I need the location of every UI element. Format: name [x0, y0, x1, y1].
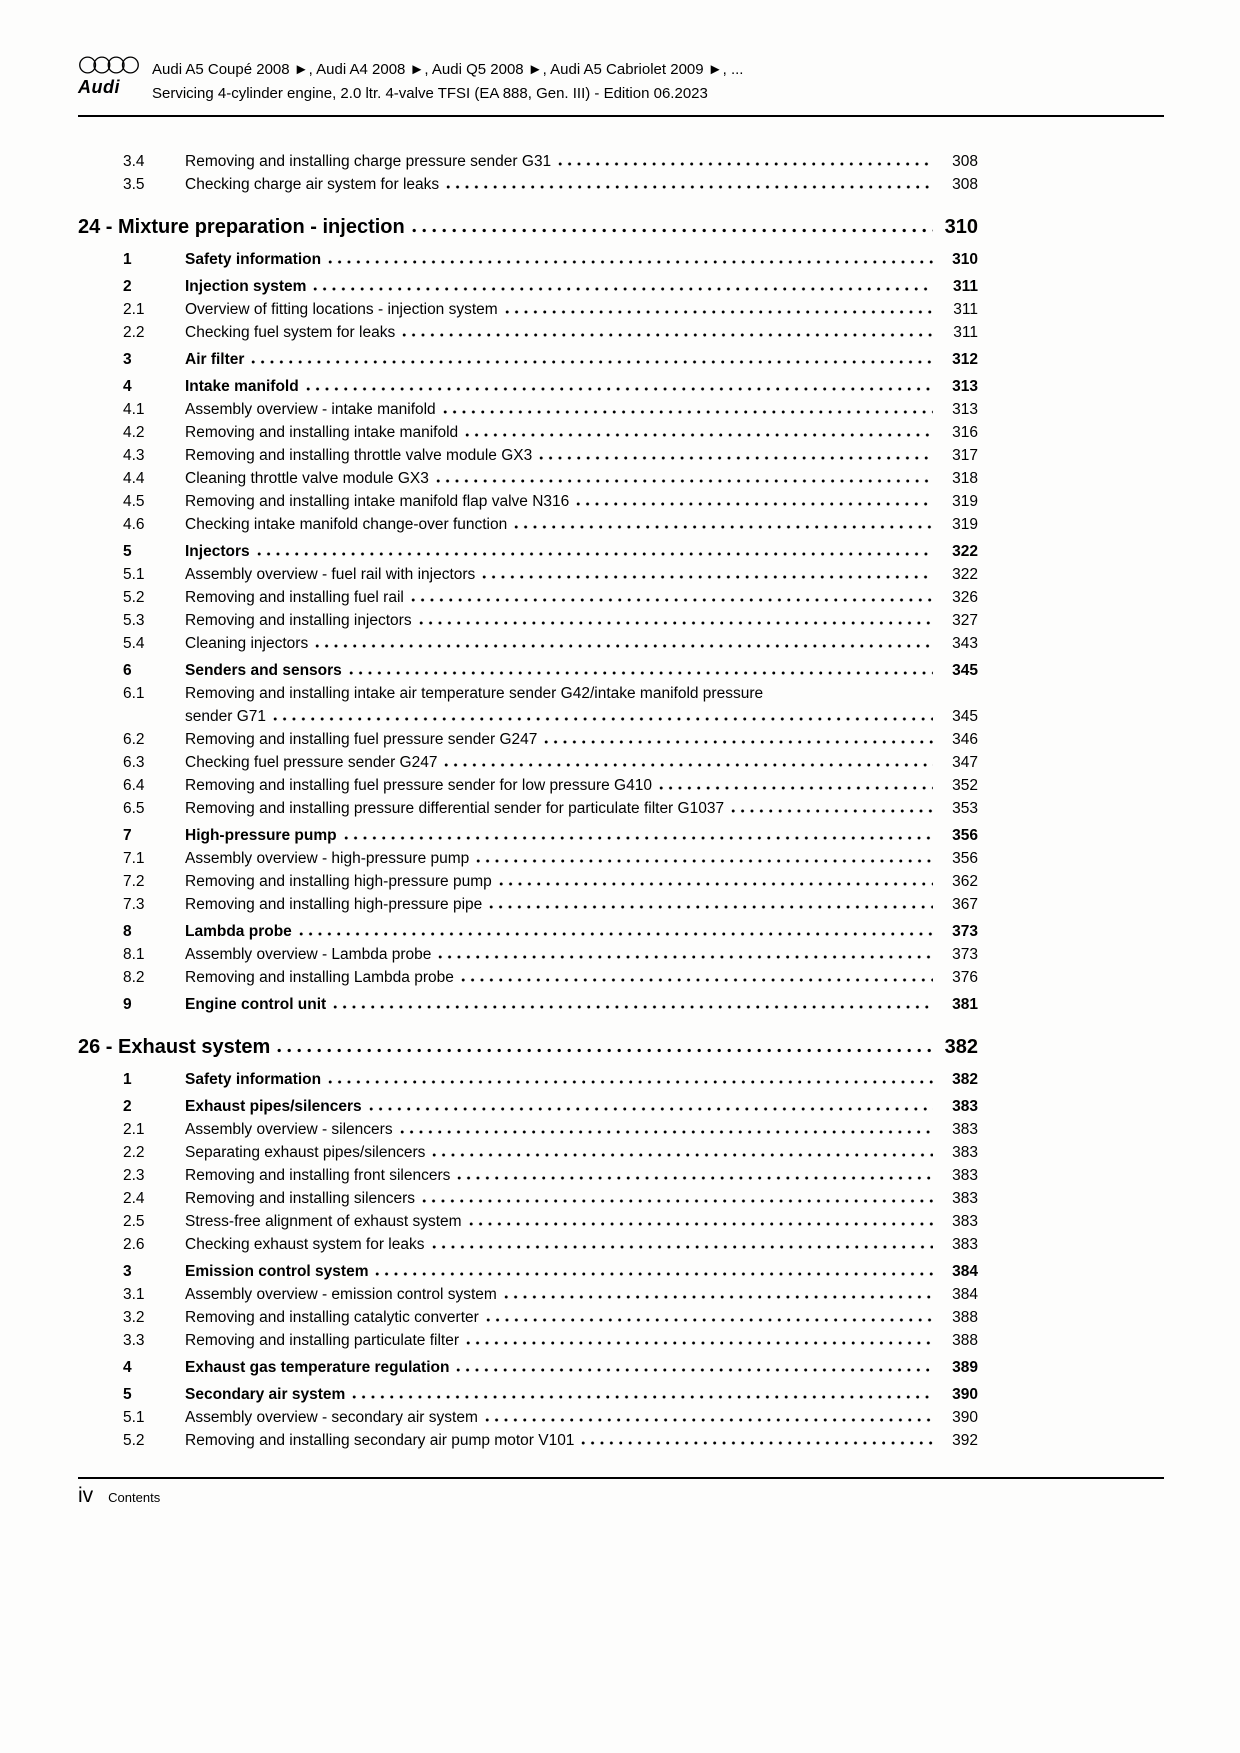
toc-entry	[78, 847, 978, 870]
toc-entry-page: 383	[952, 1190, 978, 1207]
dot-leader	[257, 552, 933, 556]
toc-entry-page: 343	[952, 635, 978, 652]
toc-entry-title: Injectors	[185, 543, 250, 560]
dot-leader	[277, 1048, 933, 1053]
toc-entry	[78, 1164, 978, 1187]
dot-leader	[412, 228, 933, 233]
toc-entry-page: 346	[952, 731, 978, 748]
toc-entry	[78, 298, 978, 321]
toc-entry	[78, 1383, 978, 1406]
toc-entry	[78, 824, 978, 847]
toc-entry-title: Checking exhaust system for leaks	[185, 1236, 425, 1253]
page-header	[78, 56, 1164, 106]
toc-entry-page: 390	[952, 1409, 978, 1426]
toc-entry	[78, 173, 978, 196]
toc-entry	[78, 421, 978, 444]
toc-entry-number: 7.1	[123, 850, 145, 867]
dot-leader	[457, 1176, 933, 1180]
page-content	[78, 56, 1164, 1452]
toc-entry-number: 2.1	[123, 1121, 145, 1138]
toc-entry-page: 311	[953, 324, 978, 341]
dot-leader	[482, 575, 933, 579]
toc-entry-page: 308	[952, 153, 978, 170]
toc-entry	[78, 1306, 978, 1329]
toc-entry	[78, 682, 978, 705]
toc-entry-page: 313	[952, 401, 978, 418]
toc-entry-number: 5	[123, 543, 132, 560]
toc-entry-page: 327	[952, 612, 978, 629]
toc-entry	[78, 1429, 978, 1452]
toc-entry-page: 319	[952, 516, 978, 533]
toc-entry-title: High-pressure pump	[185, 827, 337, 844]
toc-entry-number: 4.2	[123, 424, 145, 441]
header-models-line: Audi A5 Coupé 2008 ►, Audi A4 2008 ►, Audi Q5 2008 ►, Audi A5 Cabriolet 2009 ►, ...	[152, 61, 744, 78]
toc-entry	[78, 728, 978, 751]
toc-entry	[78, 609, 978, 632]
dot-leader	[486, 1318, 933, 1322]
dot-leader	[476, 859, 933, 863]
header-divider	[78, 115, 1164, 117]
toc-entry	[78, 586, 978, 609]
toc-entry-page: 388	[952, 1309, 978, 1326]
toc-entry-number: 4.1	[123, 401, 145, 418]
toc-entry-page: 353	[952, 800, 978, 817]
toc-entry-title: Assembly overview - high-pressure pump	[185, 850, 470, 867]
toc-entry-number: 2.1	[123, 301, 145, 318]
toc-entry-page: 308	[952, 176, 978, 193]
dot-leader	[576, 502, 933, 506]
toc-entry-title: Removing and installing silencers	[185, 1190, 416, 1207]
toc-entry-page: 356	[952, 827, 978, 844]
toc-entry-page: 381	[952, 996, 978, 1013]
toc-entry-page: 383	[952, 1167, 978, 1184]
toc-entry-title: 24 - Mixture preparation - injection	[78, 216, 405, 238]
dot-leader	[444, 763, 933, 767]
toc-entry	[78, 993, 978, 1016]
toc-entry-number: 3.2	[123, 1309, 145, 1326]
toc-entry-page: 322	[952, 566, 978, 583]
toc-entry-page: 345	[952, 708, 978, 725]
toc-entry-title: Secondary air system	[185, 1386, 346, 1403]
dot-leader	[432, 1153, 933, 1157]
toc-entry	[78, 321, 978, 344]
toc-entry-page: 322	[952, 543, 978, 560]
toc-entry-number: 9	[123, 996, 132, 1013]
toc-entry-page: 383	[952, 1144, 978, 1161]
dot-leader	[443, 410, 933, 414]
toc-entry	[78, 870, 978, 893]
toc-entry-title: Checking fuel system for leaks	[185, 324, 396, 341]
toc-entry-number: 4	[123, 1359, 132, 1376]
toc-entry	[78, 467, 978, 490]
toc-entry	[78, 444, 978, 467]
header-text	[152, 56, 743, 106]
toc-entry-page: 388	[952, 1332, 978, 1349]
dot-leader	[432, 1245, 934, 1249]
dot-leader	[659, 786, 933, 790]
dot-leader	[313, 287, 933, 291]
dot-leader	[436, 479, 933, 483]
toc-entry-page: 390	[952, 1386, 978, 1403]
dot-leader	[369, 1107, 933, 1111]
toc-entry-page: 345	[952, 662, 978, 679]
toc-entry-number: 5	[123, 1386, 132, 1403]
toc-entry-title: Stress-free alignment of exhaust system	[185, 1213, 462, 1230]
toc-entry-page: 383	[952, 1213, 978, 1230]
toc-entry-title: Removing and installing high-pressure pump	[185, 873, 492, 890]
toc-entry	[78, 490, 978, 513]
toc-entry-number: 6	[123, 662, 132, 679]
toc-entry-title: Checking charge air system for leaks	[185, 176, 440, 193]
dot-leader	[333, 1005, 933, 1009]
dot-leader	[539, 456, 933, 460]
toc-entry-page: 319	[952, 493, 978, 510]
toc-entry-title: Safety information	[185, 251, 322, 268]
toc-entry-number: 5.2	[123, 1432, 145, 1449]
toc-entry-title: Cleaning throttle valve module GX3	[185, 470, 429, 487]
toc-entry-page: 376	[952, 969, 978, 986]
dot-leader	[446, 185, 933, 189]
header-subtitle-line: Servicing 4-cylinder engine, 2.0 ltr. 4-valve TFSI (EA 888, Gen. III) - Edition 06.2023	[152, 85, 708, 102]
toc-entry-number: 4.4	[123, 470, 145, 487]
toc-entry	[78, 398, 978, 421]
toc-entry-title: Removing and installing fuel pressure sender for low pressure G410	[185, 777, 652, 794]
toc-entry-number: 8.1	[123, 946, 145, 963]
toc-entry-number: 8.2	[123, 969, 145, 986]
dot-leader	[466, 1341, 933, 1345]
toc-entry-number: 2.4	[123, 1190, 145, 1207]
toc-entry-number: 7	[123, 827, 132, 844]
toc-entry-page: 318	[952, 470, 978, 487]
dot-leader	[485, 1418, 933, 1422]
toc-entry	[78, 563, 978, 586]
toc-entry-page: 384	[952, 1263, 978, 1280]
toc-entry-title: Checking intake manifold change-over function	[185, 516, 508, 533]
toc-entry	[78, 1095, 978, 1118]
toc-entry-title: Removing and installing Lambda probe	[185, 969, 454, 986]
toc-entry	[78, 248, 978, 271]
dot-leader	[558, 162, 933, 166]
toc-entry-page: 316	[952, 424, 978, 441]
dot-leader	[352, 1395, 933, 1399]
toc-entry-title: Removing and installing pressure differential sender for particulate filter G1037	[185, 800, 725, 817]
dot-leader	[505, 310, 933, 314]
toc-entry-page: 326	[952, 589, 978, 606]
toc-entry-page: 373	[952, 923, 978, 940]
toc-entry	[78, 920, 978, 943]
dot-leader	[456, 1368, 933, 1372]
toc-entry	[78, 966, 978, 989]
toc-entry-title: Assembly overview - fuel rail with injectors	[185, 566, 476, 583]
toc-entry-number: 3	[123, 351, 132, 368]
toc-entry-title: Injection system	[185, 278, 307, 295]
toc-entry	[78, 1329, 978, 1352]
toc-entry-number: 2	[123, 1098, 132, 1115]
toc-entry-page: 383	[952, 1098, 978, 1115]
toc-entry-page: 310	[944, 216, 978, 238]
toc-entry-title: Removing and installing high-pressure pipe	[185, 896, 483, 913]
toc-entry	[78, 150, 978, 173]
dot-leader	[419, 621, 933, 625]
toc-entry	[78, 1187, 978, 1210]
dot-leader	[504, 1295, 933, 1299]
dot-leader	[375, 1272, 933, 1276]
toc-entry-number: 3.4	[123, 153, 145, 170]
toc-entry	[78, 1118, 978, 1141]
toc-entry-title: Engine control unit	[185, 996, 327, 1013]
toc-entry-page: 347	[952, 754, 978, 771]
toc-entry	[78, 893, 978, 916]
table-of-contents	[78, 150, 978, 1452]
dot-leader	[299, 932, 933, 936]
toc-entry-number: 7.2	[123, 873, 145, 890]
toc-entry	[78, 632, 978, 655]
dot-leader	[349, 671, 933, 675]
toc-entry	[78, 797, 978, 820]
toc-entry-page: 313	[952, 378, 978, 395]
toc-entry-number: 4.5	[123, 493, 145, 510]
footer-label: Contents	[108, 1490, 161, 1505]
toc-entry	[78, 1141, 978, 1164]
audi-logo	[78, 56, 144, 98]
toc-entry-page: 392	[952, 1432, 978, 1449]
toc-entry	[78, 943, 978, 966]
toc-entry-number: 1	[123, 251, 132, 268]
toc-entry	[78, 1068, 978, 1091]
dot-leader	[544, 740, 933, 744]
toc-entry-title: Cleaning injectors	[185, 635, 309, 652]
toc-entry	[78, 348, 978, 371]
toc-entry-page: 310	[952, 251, 978, 268]
dot-leader	[273, 717, 933, 721]
dot-leader	[465, 433, 933, 437]
toc-entry-number: 6.2	[123, 731, 145, 748]
dot-leader	[489, 905, 933, 909]
toc-entry-page: 352	[952, 777, 978, 794]
toc-entry-title: Intake manifold	[185, 378, 299, 395]
toc-entry-title: Removing and installing injectors	[185, 612, 412, 629]
toc-entry-title: 26 - Exhaust system	[78, 1036, 271, 1058]
dot-leader	[344, 836, 933, 840]
dot-leader	[402, 333, 933, 337]
toc-entry-title: Air filter	[185, 351, 245, 368]
footer-divider	[78, 1477, 1164, 1479]
toc-entry-title: Removing and installing intake air temperature sender G42/intake manifold pressure	[185, 685, 764, 702]
toc-entry-page: 312	[952, 351, 978, 368]
toc-entry-title: Assembly overview - Lambda probe	[185, 946, 432, 963]
toc-entry-title: Checking fuel pressure sender G247	[185, 754, 438, 771]
dot-leader	[251, 360, 933, 364]
dot-leader	[328, 260, 933, 264]
toc-entry-number: 6.4	[123, 777, 145, 794]
toc-entry-title: Separating exhaust pipes/silencers	[185, 1144, 426, 1161]
toc-entry	[78, 1283, 978, 1306]
toc-entry-title: Emission control system	[185, 1263, 369, 1280]
toc-entry-title: Removing and installing particulate filter	[185, 1332, 459, 1349]
toc-entry-number: 4	[123, 378, 132, 395]
dot-leader	[400, 1130, 933, 1134]
toc-entry	[78, 213, 978, 241]
toc-entry	[78, 1356, 978, 1379]
dot-leader	[461, 978, 933, 982]
toc-entry-number: 5.2	[123, 589, 145, 606]
toc-entry-title: Exhaust gas temperature regulation	[185, 1359, 450, 1376]
toc-entry	[78, 513, 978, 536]
toc-entry-title: Assembly overview - silencers	[185, 1121, 393, 1138]
toc-entry-number: 5.1	[123, 566, 145, 583]
toc-entry-title: Safety information	[185, 1071, 322, 1088]
toc-entry-page: 382	[944, 1036, 978, 1058]
toc-entry-number: 2.3	[123, 1167, 145, 1184]
toc-entry	[78, 1260, 978, 1283]
toc-entry-number: 5.4	[123, 635, 145, 652]
toc-entry-title: Exhaust pipes/silencers	[185, 1098, 362, 1115]
toc-entry-number: 6.5	[123, 800, 145, 817]
toc-entry-page: 389	[952, 1359, 978, 1376]
toc-entry	[78, 1210, 978, 1233]
toc-entry	[78, 275, 978, 298]
toc-entry-number: 6.3	[123, 754, 145, 771]
page-footer	[78, 1477, 1164, 1508]
dot-leader	[328, 1080, 933, 1084]
toc-entry-page: 356	[952, 850, 978, 867]
toc-entry-number: 8	[123, 923, 132, 940]
toc-entry-number: 4.3	[123, 447, 145, 464]
dot-leader	[438, 955, 933, 959]
toc-entry-title: Removing and installing charge pressure sender G31	[185, 153, 552, 170]
dot-leader	[411, 598, 933, 602]
toc-entry-title: Removing and installing intake manifold flap valve N316	[185, 493, 570, 510]
dot-leader	[514, 525, 933, 529]
toc-entry-page: 382	[952, 1071, 978, 1088]
toc-entry-title: sender G71	[185, 708, 266, 725]
toc-entry	[78, 774, 978, 797]
toc-entry-title: Removing and installing fuel pressure sender G247	[185, 731, 538, 748]
toc-entry-number: 2.5	[123, 1213, 145, 1230]
toc-entry-page: 311	[953, 301, 978, 318]
toc-entry-page: 383	[952, 1236, 978, 1253]
audi-rings-icon	[78, 56, 140, 74]
toc-entry-number: 3.1	[123, 1286, 145, 1303]
toc-entry	[78, 751, 978, 774]
dot-leader	[581, 1441, 933, 1445]
page-number: iv	[78, 1484, 94, 1507]
toc-entry-page: 367	[952, 896, 978, 913]
toc-entry-title: Senders and sensors	[185, 662, 342, 679]
toc-entry-number: 4.6	[123, 516, 145, 533]
toc-entry-page: 373	[952, 946, 978, 963]
dot-leader	[731, 809, 933, 813]
toc-entry-title: Removing and installing secondary air pump motor V101	[185, 1432, 575, 1449]
toc-entry	[78, 1406, 978, 1429]
toc-entry-number: 3.3	[123, 1332, 145, 1349]
toc-entry-title: Overview of fitting locations - injection system	[185, 301, 498, 318]
dot-leader	[422, 1199, 933, 1203]
toc-entry-title: Removing and installing catalytic converter	[185, 1309, 479, 1326]
toc-entry-number: 6.1	[123, 685, 145, 702]
footer-line	[78, 1484, 1164, 1508]
dot-leader	[499, 882, 933, 886]
toc-entry	[78, 375, 978, 398]
audi-wordmark: Audi	[78, 77, 120, 97]
toc-entry-page: 383	[952, 1121, 978, 1138]
toc-entry-title: Assembly overview - emission control system	[185, 1286, 497, 1303]
toc-entry-title: Lambda probe	[185, 923, 292, 940]
toc-entry-title: Assembly overview - intake manifold	[185, 401, 436, 418]
toc-entry-number: 3	[123, 1263, 132, 1280]
toc-entry-page: 362	[952, 873, 978, 890]
toc-entry-title: Removing and installing intake manifold	[185, 424, 459, 441]
toc-entry	[78, 1233, 978, 1256]
toc-entry-title: Removing and installing fuel rail	[185, 589, 404, 606]
toc-entry-title: Removing and installing throttle valve module GX3	[185, 447, 533, 464]
toc-entry-page: 384	[952, 1286, 978, 1303]
toc-entry-number: 5.1	[123, 1409, 145, 1426]
toc-entry-number: 1	[123, 1071, 132, 1088]
toc-entry-number: 5.3	[123, 612, 145, 629]
toc-entry-number: 3.5	[123, 176, 145, 193]
toc-entry-page: 317	[952, 447, 978, 464]
toc-entry-number: 2.6	[123, 1236, 145, 1253]
toc-entry-title: Removing and installing front silencers	[185, 1167, 451, 1184]
dot-leader	[306, 387, 933, 391]
toc-entry-page: 311	[952, 278, 978, 295]
toc-entry	[78, 659, 978, 682]
toc-entry	[78, 705, 978, 728]
toc-entry-title: Assembly overview - secondary air system	[185, 1409, 478, 1426]
toc-entry-number: 2.2	[123, 1144, 145, 1161]
toc-entry	[78, 540, 978, 563]
toc-entry	[78, 1033, 978, 1061]
dot-leader	[315, 644, 933, 648]
toc-entry-number: 2.2	[123, 324, 145, 341]
toc-entry-number: 7.3	[123, 896, 145, 913]
toc-entry-number: 2	[123, 278, 132, 295]
dot-leader	[469, 1222, 933, 1226]
